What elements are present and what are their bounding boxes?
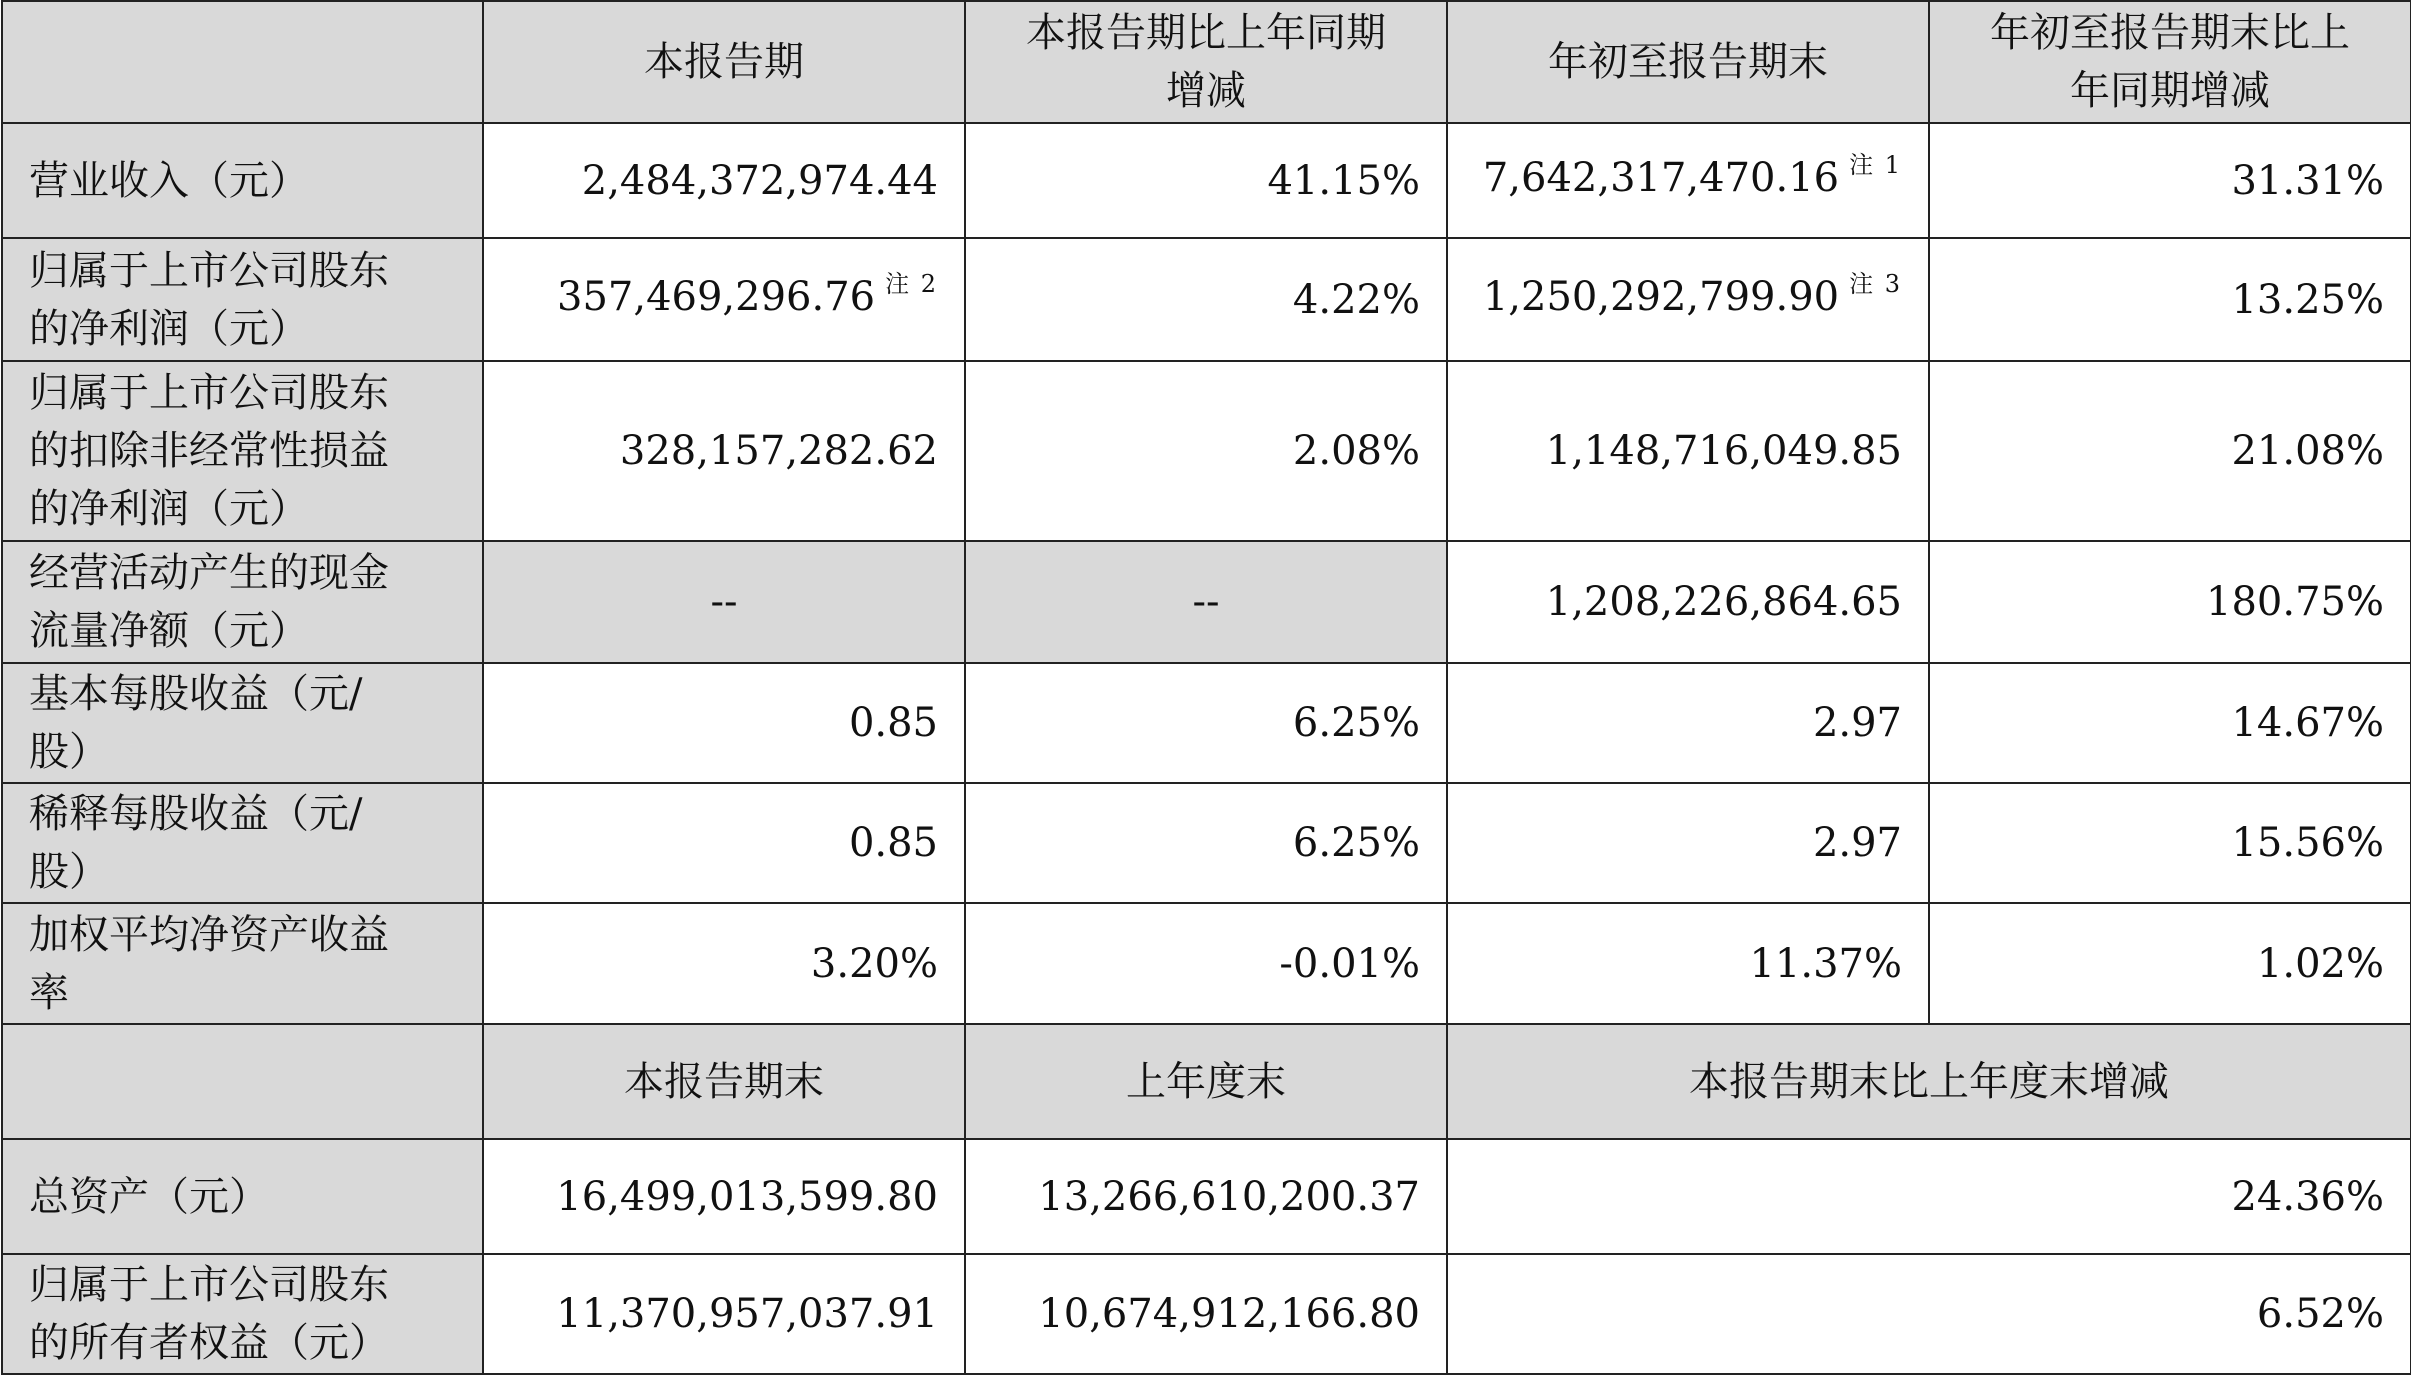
row-label-shareholders-equity: 归属于上市公司股东 的所有者权益（元） xyxy=(2,1254,483,1374)
value-cell: 21.08% xyxy=(1929,361,2411,541)
value-cell: 15.56% xyxy=(1929,783,2411,903)
value-cell: 16,499,013,599.80 xyxy=(483,1139,965,1254)
table-row xyxy=(2,1254,2411,1374)
value-cell: 14.67% xyxy=(1929,663,2411,783)
row-label-net-profit: 归属于上市公司股东 的净利润（元） xyxy=(2,238,483,361)
row-label-total-assets: 总资产（元） xyxy=(2,1139,483,1254)
value-cell: 41.15% xyxy=(965,123,1447,238)
value-cell: 1.02% xyxy=(1929,903,2411,1024)
header-current-period-yoy: 本报告期比上年同期 增减 xyxy=(965,1,1447,123)
value-cell: 1,148,716,049.85 xyxy=(1447,361,1929,541)
row-label-basic-eps: 基本每股收益（元/ 股） xyxy=(2,663,483,783)
value-cell: 10,674,912,166.80 xyxy=(965,1254,1447,1374)
value-cell: 328,157,282.62 xyxy=(483,361,965,541)
header-current-period: 本报告期 xyxy=(483,1,965,123)
table-row xyxy=(2,238,2411,361)
row-label-net-profit-excl-nonrecurring: 归属于上市公司股东 的扣除非经常性损益 的净利润（元） xyxy=(2,361,483,541)
footnote-marker: 注 3 xyxy=(1849,270,1902,298)
financial-data-table xyxy=(1,0,2411,1375)
value-cell: 2,484,372,974.44 xyxy=(483,123,965,238)
value-cell-na: -- xyxy=(483,541,965,663)
value-cell: 11.37% xyxy=(1447,903,1929,1024)
table-row xyxy=(2,123,2411,238)
footnote-marker: 注 2 xyxy=(885,270,938,298)
value-cell: 2.97 xyxy=(1447,663,1929,783)
table-row xyxy=(2,663,2411,783)
row-label-operating-cash-flow: 经营活动产生的现金 流量净额（元） xyxy=(2,541,483,663)
header-row-balance xyxy=(2,1024,2411,1139)
value-cell: 1,250,292,799.90 $^{注 3}$ xyxy=(1447,238,1929,361)
value-cell: 31.31% xyxy=(1929,123,2411,238)
footnote-marker: 注 1 xyxy=(1849,151,1902,179)
value-cell: 3.20% xyxy=(483,903,965,1024)
value-cell: 11,370,957,037.91 xyxy=(483,1254,965,1374)
value-cell: 357,469,296.76 $^{注 2}$ xyxy=(483,238,965,361)
table-row xyxy=(2,541,2411,663)
header-corner-cell xyxy=(2,1,483,123)
value-cell: 6.25% xyxy=(965,783,1447,903)
table-row xyxy=(2,903,2411,1024)
header-corner-cell xyxy=(2,1024,483,1139)
value-cell: 7,642,317,470.16 $^{注 1}$ xyxy=(1447,123,1929,238)
row-label-revenue: 营业收入（元） xyxy=(2,123,483,238)
value-cell: 6.52% xyxy=(1447,1254,2411,1374)
header-ytd-yoy: 年初至报告期末比上 年同期增减 xyxy=(1929,1,2411,123)
value-cell: 13.25% xyxy=(1929,238,2411,361)
header-prior-year-end: 上年度末 xyxy=(965,1024,1447,1139)
value-cell: 2.08% xyxy=(965,361,1447,541)
value-cell: 24.36% xyxy=(1447,1139,2411,1254)
value-cell: 6.25% xyxy=(965,663,1447,783)
value-cell: 13,266,610,200.37 xyxy=(965,1139,1447,1254)
value-cell: 0.85 xyxy=(483,783,965,903)
header-row xyxy=(2,1,2411,123)
header-period-end: 本报告期末 xyxy=(483,1024,965,1139)
value-cell: 2.97 xyxy=(1447,783,1929,903)
row-label-diluted-eps: 稀释每股收益（元/ 股） xyxy=(2,783,483,903)
value-cell-na: -- xyxy=(965,541,1447,663)
value-cell: 4.22% xyxy=(965,238,1447,361)
value-cell: 0.85 xyxy=(483,663,965,783)
row-label-weighted-roe: 加权平均净资产收益 率 xyxy=(2,903,483,1024)
value-cell: -0.01% xyxy=(965,903,1447,1024)
value-cell: 1,208,226,864.65 xyxy=(1447,541,1929,663)
value-cell: 180.75% xyxy=(1929,541,2411,663)
table-row xyxy=(2,783,2411,903)
header-ytd: 年初至报告期末 xyxy=(1447,1,1929,123)
header-change-vs-prior-year-end: 本报告期末比上年度末增减 xyxy=(1447,1024,2411,1139)
table-row xyxy=(2,361,2411,541)
table-row xyxy=(2,1139,2411,1254)
